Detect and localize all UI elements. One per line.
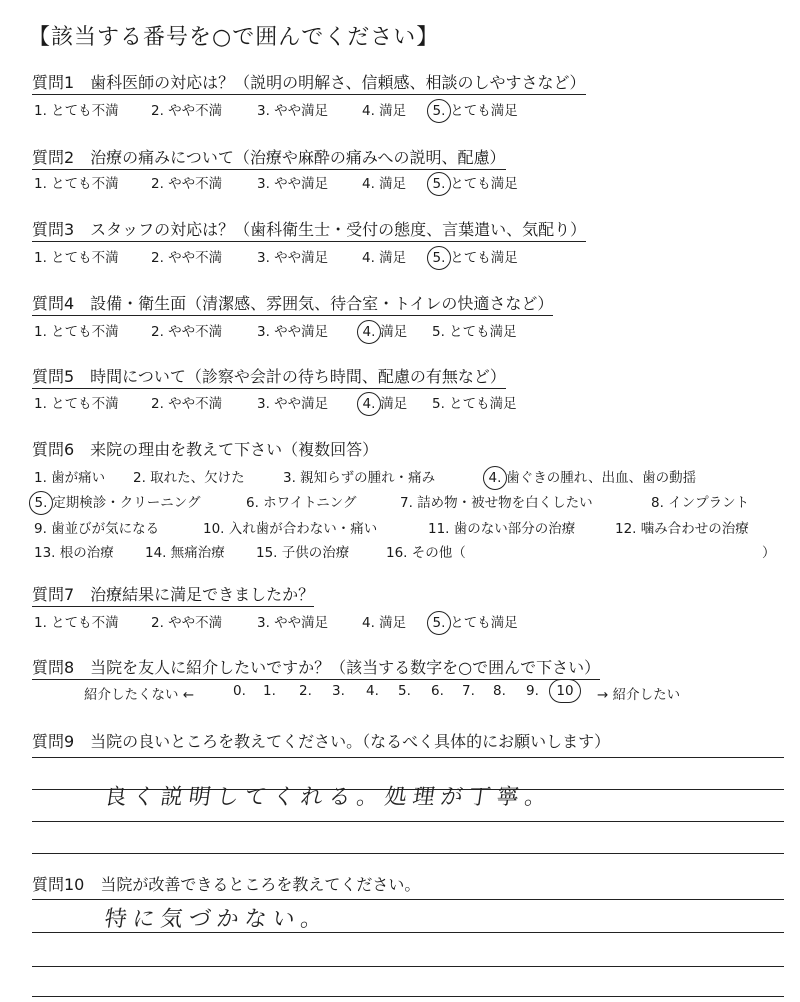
q1-opt2[interactable]: 2. やや不満 xyxy=(151,103,223,119)
q3-opt3[interactable]: 3. やや満足 xyxy=(257,250,329,266)
q8-right-label: → 紹介したい xyxy=(597,687,681,703)
q4-opt1[interactable]: 1. とても不満 xyxy=(34,324,119,340)
question-6-label: 質問6 来院の理由を教えて下さい（複数回答） xyxy=(32,440,379,459)
q4-opt5[interactable]: 5. とても満足 xyxy=(432,324,517,340)
q5-opt2[interactable]: 2. やや不満 xyxy=(151,396,223,412)
q6-opt7[interactable]: 7. 詰め物・被せ物を白くしたい xyxy=(400,495,593,511)
q7-opt1[interactable]: 1. とても不満 xyxy=(34,615,119,631)
q8-num-3[interactable]: 3. xyxy=(332,683,345,699)
q8-num-9[interactable]: 9. xyxy=(526,683,539,699)
q2-opt4[interactable]: 4. 満足 xyxy=(362,176,407,192)
q8-num-6[interactable]: 6. xyxy=(431,683,444,699)
q8-num-8[interactable]: 8. xyxy=(493,683,506,699)
answer-line xyxy=(32,996,784,997)
q6-opt6[interactable]: 6. ホワイトニング xyxy=(246,495,357,511)
q10-handwritten-answer[interactable]: 特に気づかない。 xyxy=(102,907,331,932)
q2-opt1[interactable]: 1. とても不満 xyxy=(34,176,119,192)
answer-line xyxy=(32,853,784,854)
answer-line xyxy=(32,966,784,967)
q5-opt4-selected[interactable]: 4. 満足 xyxy=(362,392,407,412)
q7-opt5-selected[interactable]: 5. とても満足 xyxy=(432,611,518,631)
q9-handwritten-answer[interactable]: 良く説明してくれる。処理が丁寧。 xyxy=(102,785,555,810)
q6-opt10[interactable]: 10. 入れ歯が合わない・痛い xyxy=(203,521,378,537)
answer-line xyxy=(32,821,784,822)
q6-opt16-close: ） xyxy=(762,545,776,561)
q8-num-10-selected[interactable]: 10 xyxy=(554,683,576,699)
question-10-label: 質問10 当院が改善できるところを教えてください。 xyxy=(32,875,421,894)
question-9-label: 質問9 当院の良いところを教えてください。（なるべく具体的にお願いします） xyxy=(32,732,611,751)
q8-num-5[interactable]: 5. xyxy=(398,683,411,699)
question-2-label: 質問2 治療の痛みについて（治療や麻酔の痛みへの説明、配慮） xyxy=(32,145,506,170)
q5-opt3[interactable]: 3. やや満足 xyxy=(257,396,329,412)
q3-opt2[interactable]: 2. やや不満 xyxy=(151,250,223,266)
q6-opt8[interactable]: 8. インプラント xyxy=(651,495,750,511)
question-1-label: 質問1 歯科医師の対応は？（説明の明解さ、信頼感、相談のしやすさなど） xyxy=(32,70,586,95)
q7-opt4[interactable]: 4. 満足 xyxy=(362,615,407,631)
q3-opt4[interactable]: 4. 満足 xyxy=(362,250,407,266)
question-3-label: 質問3 スタッフの対応は？（歯科衛生士・受付の態度、言葉遣い、気配り） xyxy=(32,217,586,242)
q6-opt16[interactable]: 16. その他（ xyxy=(386,545,466,561)
q2-opt2[interactable]: 2. やや不満 xyxy=(151,176,223,192)
q6-opt9[interactable]: 9. 歯並びが気になる xyxy=(34,521,160,537)
q6-opt14[interactable]: 14. 無痛治療 xyxy=(145,545,225,561)
q8-left-label: 紹介したくない ← xyxy=(84,687,195,703)
q6-opt11[interactable]: 11. 歯のない部分の治療 xyxy=(428,521,576,537)
q6-opt3[interactable]: 3. 親知らずの腫れ・痛み xyxy=(283,470,436,486)
q5-opt5[interactable]: 5. とても満足 xyxy=(432,396,517,412)
q6-opt13[interactable]: 13. 根の治療 xyxy=(34,545,114,561)
answer-line xyxy=(32,899,784,900)
q2-opt3[interactable]: 3. やや満足 xyxy=(257,176,329,192)
q6-opt1[interactable]: 1. 歯が痛い xyxy=(34,470,106,486)
q1-opt1[interactable]: 1. とても不満 xyxy=(34,103,119,119)
q1-opt5-selected[interactable]: 5. とても満足 xyxy=(432,99,518,119)
q6-opt4-selected[interactable]: 4. 歯ぐきの腫れ、出血、歯の動揺 xyxy=(488,466,696,486)
answer-line xyxy=(32,757,784,758)
q8-num-1[interactable]: 1. xyxy=(263,683,276,699)
q7-opt2[interactable]: 2. やや不満 xyxy=(151,615,223,631)
q2-opt5-selected[interactable]: 5. とても満足 xyxy=(432,172,518,192)
question-5-label: 質問5 時間について（診察や会計の待ち時間、配慮の有無など） xyxy=(32,364,506,389)
q3-opt5-selected[interactable]: 5. とても満足 xyxy=(432,246,518,266)
q5-opt1[interactable]: 1. とても不満 xyxy=(34,396,119,412)
q6-opt5-selected[interactable]: 5. 定期検診・クリーニング xyxy=(34,491,201,511)
q8-num-0[interactable]: 0. xyxy=(233,683,246,699)
q4-opt2[interactable]: 2. やや不満 xyxy=(151,324,223,340)
q3-opt1[interactable]: 1. とても不満 xyxy=(34,250,119,266)
q7-opt3[interactable]: 3. やや満足 xyxy=(257,615,329,631)
q4-opt4-selected[interactable]: 4. 満足 xyxy=(362,320,407,340)
q8-num-7[interactable]: 7. xyxy=(462,683,475,699)
q8-num-2[interactable]: 2. xyxy=(299,683,312,699)
q1-opt4[interactable]: 4. 満足 xyxy=(362,103,407,119)
q6-opt12[interactable]: 12. 噛み合わせの治療 xyxy=(615,521,749,537)
q8-num-4[interactable]: 4. xyxy=(366,683,379,699)
page-title: 【該当する番号を○で囲んでください】 xyxy=(28,25,440,50)
question-8-label: 質問8 当院を友人に紹介したいですか？（該当する数字を○で囲んで下さい） xyxy=(32,655,600,680)
question-4-label: 質問4 設備・衛生面（清潔感、雰囲気、待合室・トイレの快適さなど） xyxy=(32,291,553,316)
question-7-label: 質問7 治療結果に満足できましたか？ xyxy=(32,582,314,607)
q1-opt3[interactable]: 3. やや満足 xyxy=(257,103,329,119)
q6-opt2[interactable]: 2. 取れた、欠けた xyxy=(133,470,245,486)
q4-opt3[interactable]: 3. やや満足 xyxy=(257,324,329,340)
q6-opt15[interactable]: 15. 子供の治療 xyxy=(256,545,350,561)
